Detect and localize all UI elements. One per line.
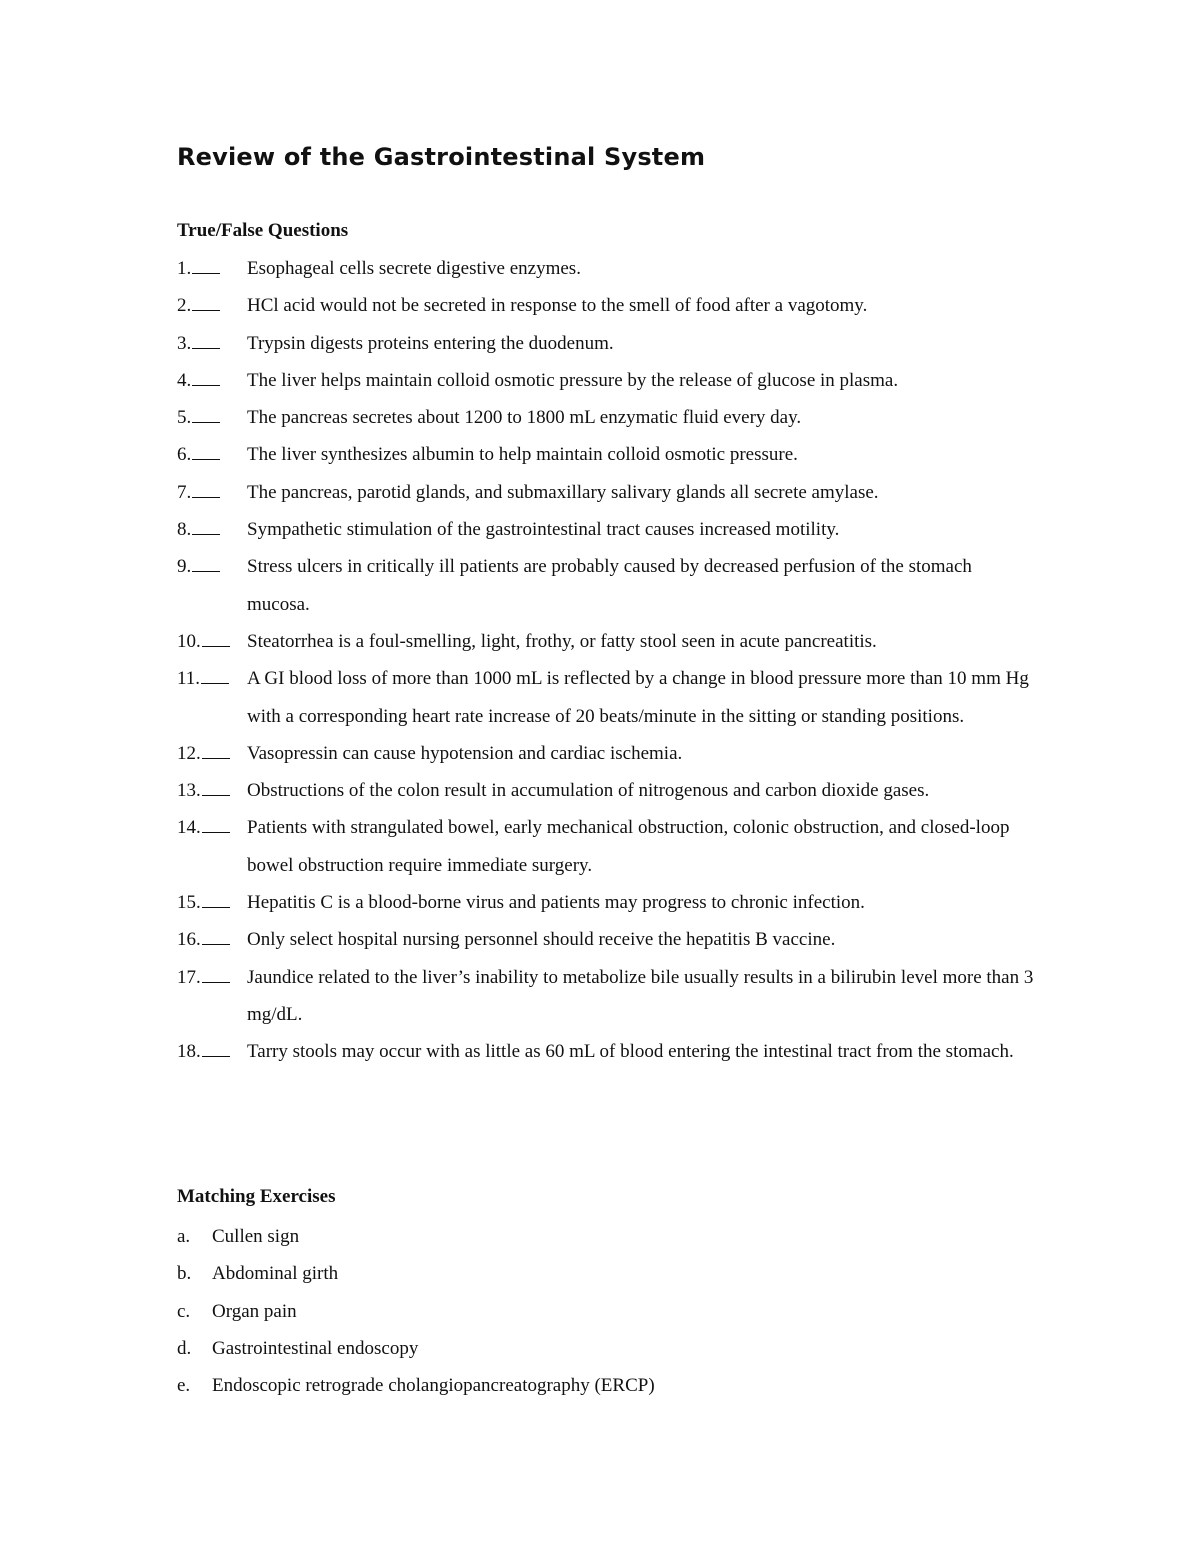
matching-item xyxy=(177,1367,1037,1404)
question-number-label: 13. xyxy=(177,780,201,802)
matching-item xyxy=(177,1330,1037,1367)
question-number xyxy=(177,921,230,958)
matching-item xyxy=(177,1293,1037,1330)
question-number-label: 14. xyxy=(177,817,201,839)
answer-blank[interactable] xyxy=(202,831,230,833)
matching-heading: Matching Exercises xyxy=(177,1186,336,1207)
question-text: Only select hospital nursing personnel should receive the hepatitis B vaccine. xyxy=(247,929,836,951)
question-number xyxy=(177,511,220,548)
question-number-label: 6. xyxy=(177,444,192,466)
question-number xyxy=(177,623,230,660)
answer-blank[interactable] xyxy=(202,906,230,908)
true-false-question xyxy=(177,548,1037,623)
true-false-question xyxy=(177,511,1037,548)
document-title: Review of the Gastrointestinal System xyxy=(177,143,706,171)
answer-blank[interactable] xyxy=(202,943,230,945)
answer-blank[interactable] xyxy=(192,421,220,423)
matching-list xyxy=(177,1218,1037,1404)
true-false-heading: True/False Questions xyxy=(177,220,349,241)
question-number-label: 12. xyxy=(177,742,201,764)
question-number-label: 4. xyxy=(177,369,192,391)
question-number-label: 10. xyxy=(177,630,201,652)
answer-blank[interactable] xyxy=(201,682,229,684)
question-number xyxy=(177,959,230,996)
matching-letter: d. xyxy=(177,1337,192,1359)
answer-blank[interactable] xyxy=(192,309,220,311)
answer-blank[interactable] xyxy=(192,533,220,535)
question-number xyxy=(177,660,229,697)
true-false-question xyxy=(177,809,1037,884)
matching-text: Abdominal girth xyxy=(212,1263,339,1285)
answer-blank[interactable] xyxy=(202,1055,230,1057)
question-text: Steatorrhea is a foul-smelling, light, frothy, or fatty stool seen in acute pancreatitis. xyxy=(247,630,877,652)
true-false-question xyxy=(177,884,1037,921)
question-number-label: 18. xyxy=(177,1041,201,1063)
question-text: Trypsin digests proteins entering the duodenum. xyxy=(247,332,614,354)
question-text: Jaundice related to the liver’s inability to metabolize bile usually results in a bilirubin level more than 3 mg/dL. xyxy=(247,966,1034,1025)
question-text: Sympathetic stimulation of the gastrointestinal tract causes increased motility. xyxy=(247,519,840,541)
question-text: Patients with strangulated bowel, early mechanical obstruction, colonic obstruction, and closed-loop bowel obstruction require immediate surgery. xyxy=(247,817,1010,876)
matching-item xyxy=(177,1255,1037,1292)
matching-text: Endoscopic retrograde cholangiopancreatography (ERCP) xyxy=(212,1375,655,1397)
matching-item xyxy=(177,1218,1037,1255)
answer-blank[interactable] xyxy=(192,458,220,460)
question-number xyxy=(177,809,230,846)
question-text: The pancreas, parotid glands, and submaxillary salivary glands all secrete amylase. xyxy=(247,481,879,503)
true-false-question xyxy=(177,287,1037,324)
matching-letter: a. xyxy=(177,1226,191,1247)
question-number-label: 9. xyxy=(177,556,192,578)
question-text: Esophageal cells secrete digestive enzymes. xyxy=(247,258,581,279)
true-false-question xyxy=(177,772,1037,809)
question-number xyxy=(177,1033,230,1070)
question-number-label: 5. xyxy=(177,407,192,429)
matching-letter: b. xyxy=(177,1263,192,1285)
true-false-question xyxy=(177,660,1037,735)
answer-blank[interactable] xyxy=(192,272,220,274)
true-false-question xyxy=(177,921,1037,958)
true-false-question xyxy=(177,1033,1037,1070)
answer-blank[interactable] xyxy=(202,645,230,647)
true-false-question xyxy=(177,959,1037,1034)
question-number xyxy=(177,362,220,399)
question-number xyxy=(177,250,220,287)
question-number-label: 1. xyxy=(177,258,192,279)
true-false-list xyxy=(177,250,1037,1071)
question-text: Stress ulcers in critically ill patients are probably caused by decreased perfusion of the stomach mucosa. xyxy=(247,556,972,615)
question-text: The liver synthesizes albumin to help maintain colloid osmotic pressure. xyxy=(247,444,798,466)
question-number-label: 17. xyxy=(177,966,201,988)
matching-text: Gastrointestinal endoscopy xyxy=(212,1337,419,1359)
question-number-label: 11. xyxy=(177,668,201,690)
question-text: Obstructions of the colon result in accumulation of nitrogenous and carbon dioxide gases. xyxy=(247,780,930,802)
question-number-label: 16. xyxy=(177,929,201,951)
question-number-label: 2. xyxy=(177,295,192,317)
true-false-question xyxy=(177,399,1037,436)
question-number-label: 8. xyxy=(177,519,192,541)
answer-blank[interactable] xyxy=(192,570,220,572)
true-false-question xyxy=(177,436,1037,473)
answer-blank[interactable] xyxy=(192,347,220,349)
matching-text: Organ pain xyxy=(212,1300,297,1322)
true-false-question xyxy=(177,250,1037,287)
matching-letter: c. xyxy=(177,1300,191,1322)
question-text: Vasopressin can cause hypotension and cardiac ischemia. xyxy=(247,742,683,764)
answer-blank[interactable] xyxy=(192,384,220,386)
question-number xyxy=(177,772,230,809)
matching-text: Cullen sign xyxy=(212,1226,300,1247)
answer-blank[interactable] xyxy=(202,757,230,759)
question-text: The pancreas secretes about 1200 to 1800 mL enzymatic fluid every day. xyxy=(247,407,802,429)
question-text: Tarry stools may occur with as little as 60 mL of blood entering the intestinal tract from the stomach. xyxy=(247,1041,1014,1063)
answer-blank[interactable] xyxy=(202,981,230,983)
question-number-label: 15. xyxy=(177,892,201,914)
question-number xyxy=(177,474,220,511)
question-number xyxy=(177,287,220,324)
true-false-question xyxy=(177,735,1037,772)
true-false-question xyxy=(177,623,1037,660)
true-false-question xyxy=(177,325,1037,362)
question-number xyxy=(177,399,220,436)
question-number xyxy=(177,548,220,585)
answer-blank[interactable] xyxy=(202,794,230,796)
question-number-label: 3. xyxy=(177,332,192,354)
answer-blank[interactable] xyxy=(192,496,220,498)
true-false-question xyxy=(177,474,1037,511)
question-text: The liver helps maintain colloid osmotic pressure by the release of glucose in plasma. xyxy=(247,369,899,391)
matching-letter: e. xyxy=(177,1375,191,1397)
true-false-question xyxy=(177,362,1037,399)
question-number xyxy=(177,735,230,772)
question-number xyxy=(177,325,220,362)
question-number xyxy=(177,884,230,921)
question-number-label: 7. xyxy=(177,481,192,503)
question-text: HCl acid would not be secreted in response to the smell of food after a vagotomy. xyxy=(247,295,868,317)
question-text: Hepatitis C is a blood-borne virus and patients may progress to chronic infection. xyxy=(247,892,865,914)
question-text: A GI blood loss of more than 1000 mL is reflected by a change in blood pressure more than 10 mm Hg with a corresponding heart rate increase of 20 beats/minute in the sitting or standing positions. xyxy=(247,668,1029,727)
question-number xyxy=(177,436,220,473)
